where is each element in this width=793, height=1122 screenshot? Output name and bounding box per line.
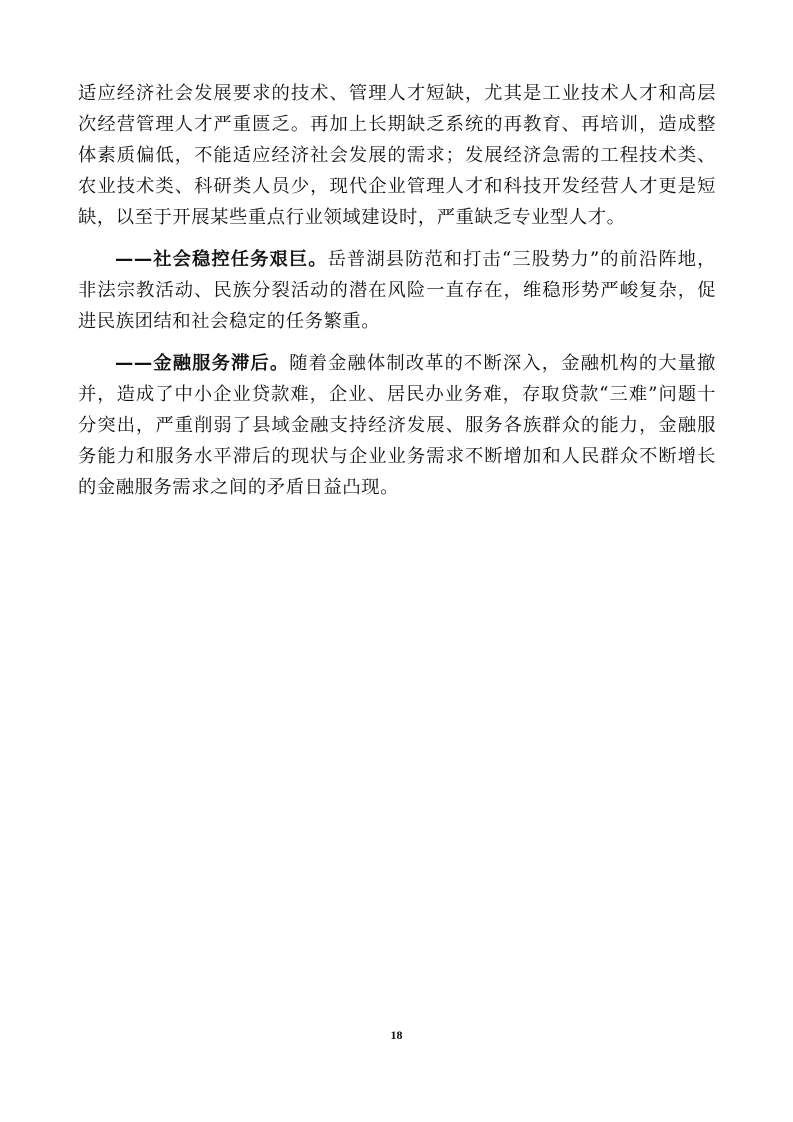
paragraph-financial-services [78,348,716,503]
page-number: 18 [390,1028,403,1042]
paragraph-text: 随着金融体制改革的不断深入，金融机构的大量撤并，造成了中小企业贷款难，企业、居民办业务难，存取贷款“三难”问题十分突出，严重削弱了县域金融支持经济发展、服务各族群众的能力，金融服务能力和服务水平滞后的现状与企业业务需求不断增加和人民群众不断增长的金融服务需求之间的矛盾日益凸现。 [78,353,717,498]
paragraph-heading: ——金融服务滞后。 [115,353,290,374]
paragraph-talent-shortage [78,78,716,233]
paragraph-social-stability [78,244,716,337]
paragraph-heading: ——社会稳控任务艰巨。 [115,249,328,270]
paragraph-text: 岳普湖县防范和打击“三股势力”的前沿阵地，非法宗教活动、民族分裂活动的潜在风险一直存在，维稳形势严峻复杂，促进民族团结和社会稳定的任务繁重。 [78,249,716,332]
paragraph-text: 适应经济社会发展要求的技术、管理人才短缺，尤其是工业技术人才和高层次经营管理人才严重匮乏。再加上长期缺乏系统的再教育、再培训，造成整体素质偏低，不能适应经济社会发展的需求；发展经济急需的工程技术类、农业技术类、科研类人员少，现代企业管理人才和科技开发经营人才更是短缺，以至于开展某些重点行业领域建设时，严重缺乏专业型人才。 [78,83,716,228]
